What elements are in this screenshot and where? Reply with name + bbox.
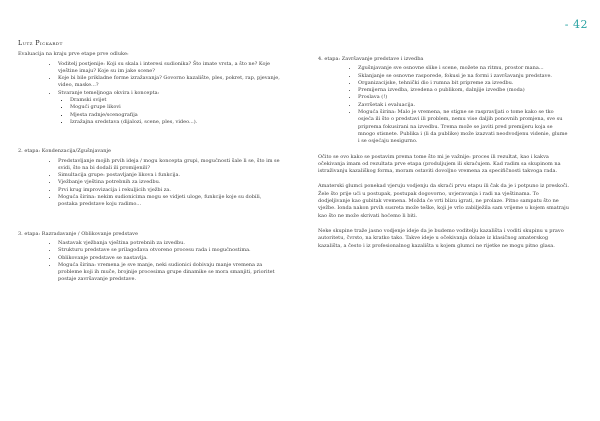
- stage2-heading: 2. etapa: Kondenzacija/Zgušnjavanje: [18, 148, 111, 155]
- list-item: • Moguća širina: Malo je vremena, ne stigne se raspravljati o tome kako se tko osjeća ili što o predstavi ili problem, nemu vise daljih ponovnih promjena, sve su priprema fokusirani na izvedbu. Trema može se javiti pred premijeru koja se mnogo stisnete. Publika i (li da publike) može izazvati neodvodjenu videnie, glume i se osjećaju nesigurno.: [358, 109, 570, 145]
- list-item: • Simultacija grupe: postavljanje likova i funkcija.: [58, 172, 280, 179]
- sub-list-item: ▪ Dramski svijet: [70, 97, 280, 104]
- list-item: • Vježbanje vještina potrebnih za izvedbu.: [58, 179, 280, 186]
- stage3-list: [18, 240, 280, 284]
- list-item: • Nastavak vježbanja vještina potrebnih za izvedbu.: [58, 240, 280, 247]
- list-item: • Zgušnjavanje sve osnovne slike i scene, možete na ritmu, prostor mana...: [358, 65, 570, 72]
- stage2-list: [18, 158, 280, 209]
- list-item: • Premijerna izvedba, izvedena o publikom, dalnjije izvedbe (moda): [358, 87, 570, 94]
- list-item: • Proslava (!): [358, 94, 570, 101]
- left-column: [18, 40, 280, 292]
- sub-list-item: ▪ Mogući grupe likovi: [70, 104, 280, 111]
- list-item: • Završetak i evaluacija.: [358, 102, 570, 109]
- stage1-sublist: [58, 97, 280, 126]
- sub-list-item: ▪ Mjesta radnje/scenografija: [70, 112, 280, 119]
- stage4-list: [318, 65, 570, 145]
- paragraph: Amaterski glumci ponekad vjeruju vodjenju da skraći prvu etapu ili čak da je i potpuno iz preskoči. Žele što prije ući u postupak, postupak dogovorno, uvjeravanja i radi na vještinama. To dodjeljivanje kao gubitak vremena. Možda će vrti blizu igrati, ne prolaze. Pitno sampatu što ne vježbe. Ionda nakon prvih susreta može teške, koji je vrlo zabilježila sam vrijeme u kojem smatraju kao što ne može skrivati hoćemo li biti.: [318, 183, 570, 219]
- stage4-heading: 4. etapa: Završavanje predstave i izvedba: [318, 56, 424, 62]
- paragraph: Očito se ovo kako se postavim prema tome što mi je važnije: proces ili rezultat, kao i kakva očekivanja imam od rezultata prve etapa (produljujem ili skraćujem. Kad radim sa skupinom na istraživanju kazališkog forma, moram ostaviti dovoljno vremena za specifičnosti takvoga rada.: [318, 153, 561, 175]
- list-item-text: Stvaranje temeljnoga okvira i koncepta:: [58, 89, 160, 96]
- page-number: - 42: [564, 18, 588, 31]
- list-item: • Prvi krug improvizacija i rekuljicih vježbi za.: [58, 187, 280, 194]
- author-name: Lutz Pickardt: [18, 40, 63, 47]
- list-item: [58, 90, 280, 126]
- list-item: • Voditelj postjenije: Koji su skala i interesi sudionika? Što imate vrsta, a što ne? Koje vještine imaju? Koje su im jake scene?: [58, 61, 280, 76]
- list-item: • Strukturu predstave se prilagođava otvoreno procesu rada i mogućnostima.: [58, 247, 280, 254]
- list-item: • Koje bi bile prikladne forme izražavanja? Govorno kazalište, ples, pokret, rap, pjevanje, video, maske...?: [58, 75, 280, 90]
- list-item: • Oblikovanje predstave se nastavlja.: [58, 255, 280, 262]
- right-column: [318, 40, 570, 258]
- stage1-heading: Evaluacija na kraju prve etape prve odluke:: [18, 51, 129, 58]
- stage3-heading: 3. etapa: Razradavanje / Oblikovanje predstave: [18, 230, 138, 237]
- list-item: • Moguća širina: nekim sudionicima mogu se vidjeti uloge, funkcije koje su dobili, postaka predstave koju radimo...: [58, 194, 280, 209]
- list-item: • Moguća širina: vremena je sve manje, neki sudionici dobivaju manje vremena za probleme koji ih muče, brojnije procesima grupe dinamike se mora smanjiti, prioritet postaje završavanje predstave.: [58, 262, 280, 284]
- stage1-list: [18, 61, 280, 127]
- list-item: • Predstavljanje mojih prvih ideja / mogu koncepta grupi, mogućnosti šale li se, što im se svidi, što na bi dodali ili promijenili?: [58, 158, 280, 173]
- paragraph: Neke skupine traže jasno vodjenje ideje da je budemo voditelju kazališta i voditi skupinu u pravo autoritetu, čvrsto, na kratko tako. Takve ideje u očekivanja dolaze iz klasičnog amaterskog kazališta, a često i iz profesionalnog kazališta u kojem glumci ne rijetke ne mogu pitno glasa.: [318, 227, 564, 249]
- sub-list-item: ▪ Izražajna sredstava (dijalozi, scene, ples, video...).: [70, 119, 280, 126]
- list-item: • Sklanjanje se osnovne rasporede, fokusi je na formi i završavanju predstave.: [358, 73, 570, 80]
- list-item: • Organizacijske, tehnički dio i rumna bit pripreme za izvedbu.: [358, 80, 570, 87]
